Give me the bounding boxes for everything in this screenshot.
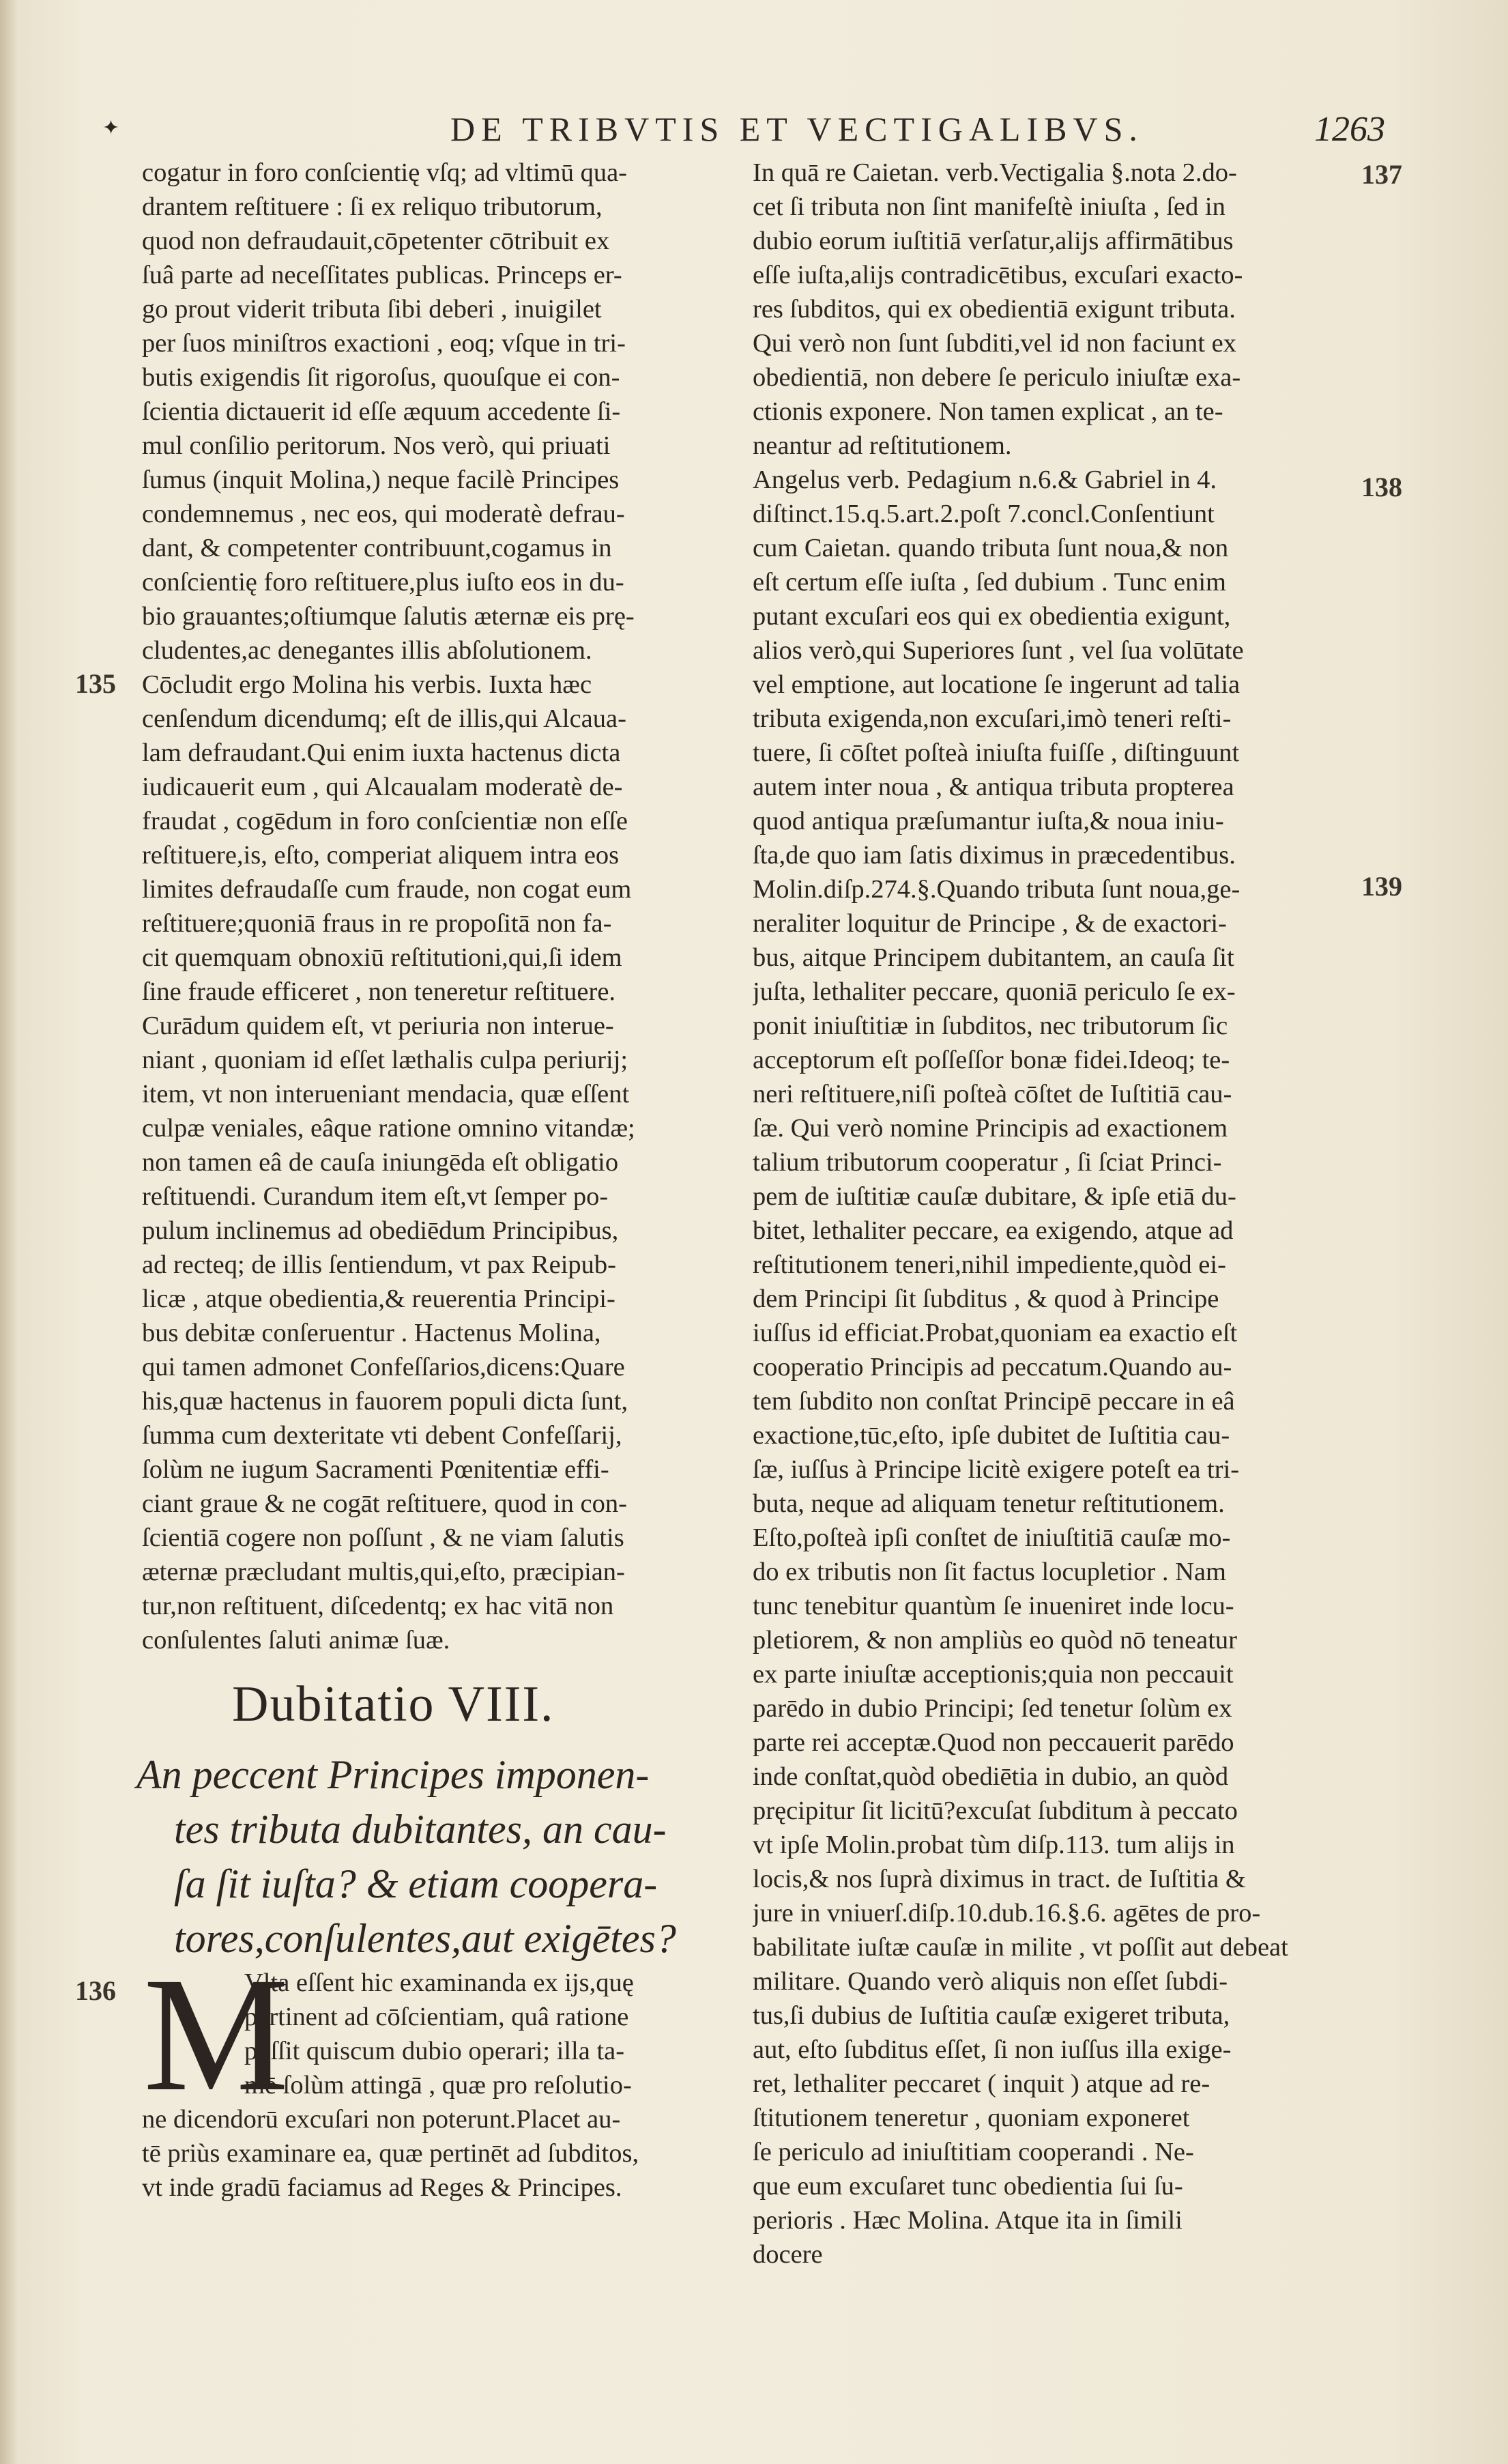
text-line: cenſendum dicendumq; eſt de illis,qui Alcaua- [142,704,626,733]
text-line: per ſuos miniſtros exactioni , eoq; vſque in tri- [142,329,626,358]
text-line: culpæ veniales, eâque ratione omnino vitandæ; [142,1114,635,1143]
text-line: his,quæ hactenus in fauorem populi dicta ſunt, [142,1387,628,1416]
text-line: mul conſilio peritorum. Nos verò, qui priuati [142,431,611,460]
text-line: babilitate iuſtæ cauſæ in milite , vt poſſit aut debeat [753,1933,1288,1962]
text-line: pręcipitur ſit licitū?excuſat ſubditum à peccato [753,1796,1238,1825]
text-line: neantur ad reſtitutionem. [753,431,1012,460]
text-line: tus,ſi dubius de Iuſtitia cauſæ exigeret tributa, [753,2001,1230,2030]
text-line: aut, eſto ſubditus eſſet, ſi non iuſſus illa exige- [753,2035,1232,2064]
text-line: bus debitæ conſeruentur . Hactenus Molina, [142,1319,601,1347]
text-line: conſulentes ſaluti animæ ſuæ. [142,1626,450,1654]
text-line: dant, & competenter contribuunt,cogamus in [142,534,612,562]
text-line: ret, lethaliter peccaret ( inquit ) atque ad re- [753,2069,1210,2098]
text-line: niant , quoniam id eſſet læthalis culpa periurij; [142,1046,628,1074]
text-line: bitet, lethaliter peccare, ea exigendo, atque ad [753,1216,1234,1245]
text-line: ſuâ parte ad neceſſitates publicas. Princeps er- [142,261,622,289]
text-line: ſæ, iuſſus à Principe licitè exigere poteſt ea tri- [753,1455,1240,1484]
text-line: cooperatio Principis ad peccatum.Quando au- [753,1353,1232,1381]
text-line: dem Principi ſit ſubditus , & quod à Principe [753,1285,1219,1313]
text-line: go prout viderit tributa ſibi deberi , inuigilet [142,295,602,324]
text-line: talium tributorum cooperatur , ſi ſciat Princi- [753,1148,1222,1177]
text-line: cogatur in foro conſcientię vſq; ad vltimū qua- [142,158,627,187]
text-line: pletiorem, & non ampliùs eo quòd nō teneatur [753,1626,1237,1654]
text-line: vt ipſe Molin.probat tùm diſp.113. tum alijs in [753,1831,1235,1859]
text-line: ponit iniuſtitiæ in ſubditos, nec tributorum ſic [753,1012,1228,1040]
text-line: res ſubditos, qui ex obedientiā exigunt tributa. [753,295,1236,324]
text-line: limites defraudaſſe cum fraude, non cogat eum [142,875,632,904]
text-line: iudicauerit eum , qui Alcaualam moderatè de- [142,773,623,801]
text-line: ſta,de quo iam ſatis diximus in præcedentibus. [753,841,1236,870]
text-line: locis,& nos ſuprà diximus in tract. de Iuſtitia & [753,1865,1246,1893]
text-line: tē priùs examinare ea, quæ pertinēt ad ſubditos, [142,2139,639,2168]
text-line: In quā re Caietan. verb.Vectigalia §.nota 2.do- [753,158,1237,187]
text-line: militare. Quando verò aliquis non eſſet ſubdi- [753,1967,1228,1996]
text-line: non tamen eâ de cauſa iniungēda eſt obligatio [142,1148,619,1177]
text-line: tunc tenebitur quantùm ſe inueniret inde locu- [753,1592,1234,1620]
text-line: Qui verò non ſunt ſubditi,vel id non faciunt ex [753,329,1236,358]
text-line: ſumma cum dexteritate vti debent Confeſſarij, [142,1421,622,1450]
text-line: quod non defraudauit,cōpetenter cōtribuit ex [142,227,610,255]
text-line: que eum excuſaret tunc obedientia ſui ſu- [753,2172,1183,2201]
text-line: autem inter noua , & antiqua tributa propterea [753,773,1234,801]
text-line: juſta, lethaliter peccare, quoniā periculo ſe ex- [753,977,1236,1006]
text-line: buta, neque ad aliquam tenetur reſtitutionem. [753,1489,1225,1518]
title-line: ſa ſit iuſta? & etiam coopera- [174,1861,658,1906]
margin-note-136: 136 [75,1975,116,2006]
text-line: parte rei acceptæ.Quod non peccauerit parēdo [753,1728,1234,1757]
text-line: neraliter loquitur de Principe , & de exactori- [753,909,1227,938]
text-line: do ex tributis non ſit factus locupletior . Nam [753,1558,1226,1586]
text-line: qui tamen admonet Confeſſarios,dicens:Quare [142,1353,625,1381]
running-header [102,102,1385,157]
text-line: tuere, ſi cōſtet poſteà iniuſta fuiſſe , diſtinguunt [753,739,1240,767]
text-line: vt inde gradū faciamus ad Reges & Principes. [142,2173,622,2202]
margin-note-138: 138 [1361,472,1402,502]
header-ornament: ✦ [102,117,120,139]
text-line: alios verò,qui Superiores ſunt , vel ſua volūtate [753,636,1244,665]
title-line: tes tributa dubitantes, an cau- [174,1807,667,1852]
text-line: drantem reſtituere : ſi ex reliquo tributorum, [142,192,603,221]
text-line: butis exigendis ſit rigoroſus, quouſque ei con- [142,363,620,392]
text-line: tur,non reſtituent, diſcedentq; ex hac vitā non [142,1592,614,1620]
text-line: bio grauantes;oſtiumque ſalutis æternæ eis prę- [142,602,635,631]
text-line: reſtitutionem teneri,nihil impediente,quòd ei- [753,1250,1226,1279]
text-line: conſcientię foro reſtituere,plus iuſto eos in du- [142,568,624,597]
text-line: parēdo in dubio Principi; ſed tenetur ſolùm ex [753,1694,1232,1723]
text-line: diſtinct.15.q.5.art.2.poſt 7.concl.Conſentiunt [753,500,1215,528]
text-line: cet ſi tributa non ſint manifeſtè iniuſta , ſed in [753,192,1226,221]
text-line: Vlta eſſent hic examinanda ex ijs,quę [244,1968,634,1997]
text-line: docere [753,2240,823,2269]
text-line: reſtituere,is, eſto, comperiat aliquem intra eos [142,841,620,870]
text-line: dubio eorum iuſtitiā verſatur,alijs affirmātibus [753,227,1234,255]
text-line: cit quemquam obnoxiū reſtitutioni,qui,ſi idem [142,943,622,972]
text-line: ex parte iniuſtæ acceptionis;quia non peccauit [753,1660,1234,1689]
text-line: bus, aitque Principem dubitantem, an cauſa ſit [753,943,1234,972]
text-line: cum Caietan. quando tributa ſunt noua,& non [753,534,1229,562]
text-line: putant excuſari eos qui ex obedientia exigunt, [753,602,1231,631]
text-line: Eſto,poſteà ipſi conſtet de iniuſtitiā cauſæ mo- [753,1523,1231,1552]
text-line: ſæ. Qui verò nomine Principis ad exactionem [753,1114,1228,1143]
text-line: ſcientiā cogere non poſſunt , & ne viam ſalutis [142,1523,624,1552]
text-line: condemnemus , nec eos, qui moderatè defrau- [142,500,625,528]
title-line: An peccent Principes imponen- [136,1752,650,1797]
text-line: lam defraudant.Qui enim iuxta hactenus dicta [142,739,621,767]
text-line: licæ , atque obedientia,& reuerentia Principi- [142,1285,615,1313]
text-line: inde conſtat,quòd obediētia in dubio, an quòd [753,1762,1229,1791]
text-line: poſſit quiscum dubio operari; illa ta- [244,2037,625,2065]
text-line: ſcientia dictauerit id eſſe æquum accedente ſi- [142,397,621,426]
text-line: obedientiā, non debere ſe periculo iniuſtæ exa- [753,363,1241,392]
text-line: ſolùm ne iugum Sacramenti Pœnitentiæ effi- [142,1455,609,1484]
running-title: DE TRIBVTIS ET VECTIGALIBVS. [450,110,1144,148]
dubitatio-body [142,1943,729,2205]
page-number: 1263 [1314,110,1385,149]
text-line: jure in vniuerſ.diſp.10.dub.16.§.6. agētes de pro- [753,1899,1261,1928]
text-line: eſſe iuſta,alijs contradicētibus, excuſari exacto- [753,261,1243,289]
text-line: ſe periculo ad iniuſtitiam cooperandi . Ne- [753,2138,1194,2166]
dubitatio-title [136,1747,723,1966]
margin-note-137: 137 [1361,159,1402,190]
title-line: tores,conſulentes,aut exigētes? [174,1916,676,1961]
left-column [142,156,749,1657]
right-column [753,156,1353,2272]
text-line: Angelus verb. Pedagium n.6.& Gabriel in 4. [753,465,1217,494]
text-line: iuſſus id efficiat.Probat,quoniam ea exactio eſt [753,1319,1238,1347]
text-line: ad recteq; de illis ſentiendum, vt pax Reipub- [142,1250,616,1279]
text-line: Molin.diſp.274.§.Quando tributa ſunt noua,ge- [753,875,1241,904]
text-line: Curādum quidem eſt, vt periuria non interue- [142,1012,614,1040]
margin-note-139: 139 [1361,871,1402,902]
margin-note-135: 135 [75,668,116,699]
text-line: ſtitutionem teneretur , quoniam exponeret [753,2104,1190,2132]
dubitatio-heading: Dubitatio VIII. [232,1676,555,1732]
text-line: æternæ præcludant multis,qui,eſto, præcipian- [142,1558,625,1586]
text-line: ctionis exponere. Non tamen explicat , an te- [753,397,1223,426]
drop-cap: M [143,1943,289,2125]
text-line: reſtituere;quoniā fraus in re propoſitā non fa- [142,909,612,938]
text-line: ciant graue & ne cogāt reſtituere, quod in con- [142,1489,627,1518]
text-line: eſt certum eſſe iuſta , ſed dubium . Tunc enim [753,568,1226,597]
text-line: ſine fraude efficeret , non teneretur reſtituere. [142,977,616,1006]
text-line: vel emptione, aut locatione ſe ingerunt ad talia [753,670,1241,699]
text-line: pulum inclinemus ad obediēdum Principibus, [142,1216,619,1245]
text-line: cludentes,ac denegantes illis abſolutionem. [142,636,592,665]
text-line: pem de iuſtitiæ cauſæ dubitare, & ipſe etiā du- [753,1182,1236,1211]
text-line: ſumus (inquit Molina,) neque facilè Principes [142,465,620,494]
text-line: Cōcludit ergo Molina his verbis. Iuxta hæc [142,670,592,699]
text-line: neri reſtituere,niſi poſteà cōſtet de Iuſtitiā cau- [753,1080,1232,1108]
text-line: perioris . Hæc Molina. Atque ita in ſimili [753,2206,1183,2235]
page-edge-shadow [0,0,18,2464]
text-line: item, vt non interueniant mendacia, quæ eſſent [142,1080,630,1108]
text-line: mē ſolùm attingā , quæ pro reſolutio- [244,2071,632,2100]
text-line: tem ſubdito non conſtat Principē peccare in eâ [753,1387,1235,1416]
text-line: fraudat , cogēdum in foro conſcientiæ non eſſe [142,807,628,835]
text-line: ne dicendorū excuſari non poterunt.Placet au- [142,2105,621,2134]
text-line: acceptorum eſt poſſeſſor bonæ fidei.Ideoq; te- [753,1046,1230,1074]
text-line: reſtituendi. Curandum item eſt,vt ſemper po- [142,1182,609,1211]
text-line: quod antiqua præſumantur iuſta,& noua iniu- [753,807,1224,835]
text-line: pertinent ad cōſcientiam, quâ ratione [244,2003,629,2031]
text-line: exactione,tūc,eſto, ipſe dubitet de Iuſtitia cau- [753,1421,1230,1450]
text-line: tributa exigenda,non excuſari,imò teneri reſti- [753,704,1232,733]
